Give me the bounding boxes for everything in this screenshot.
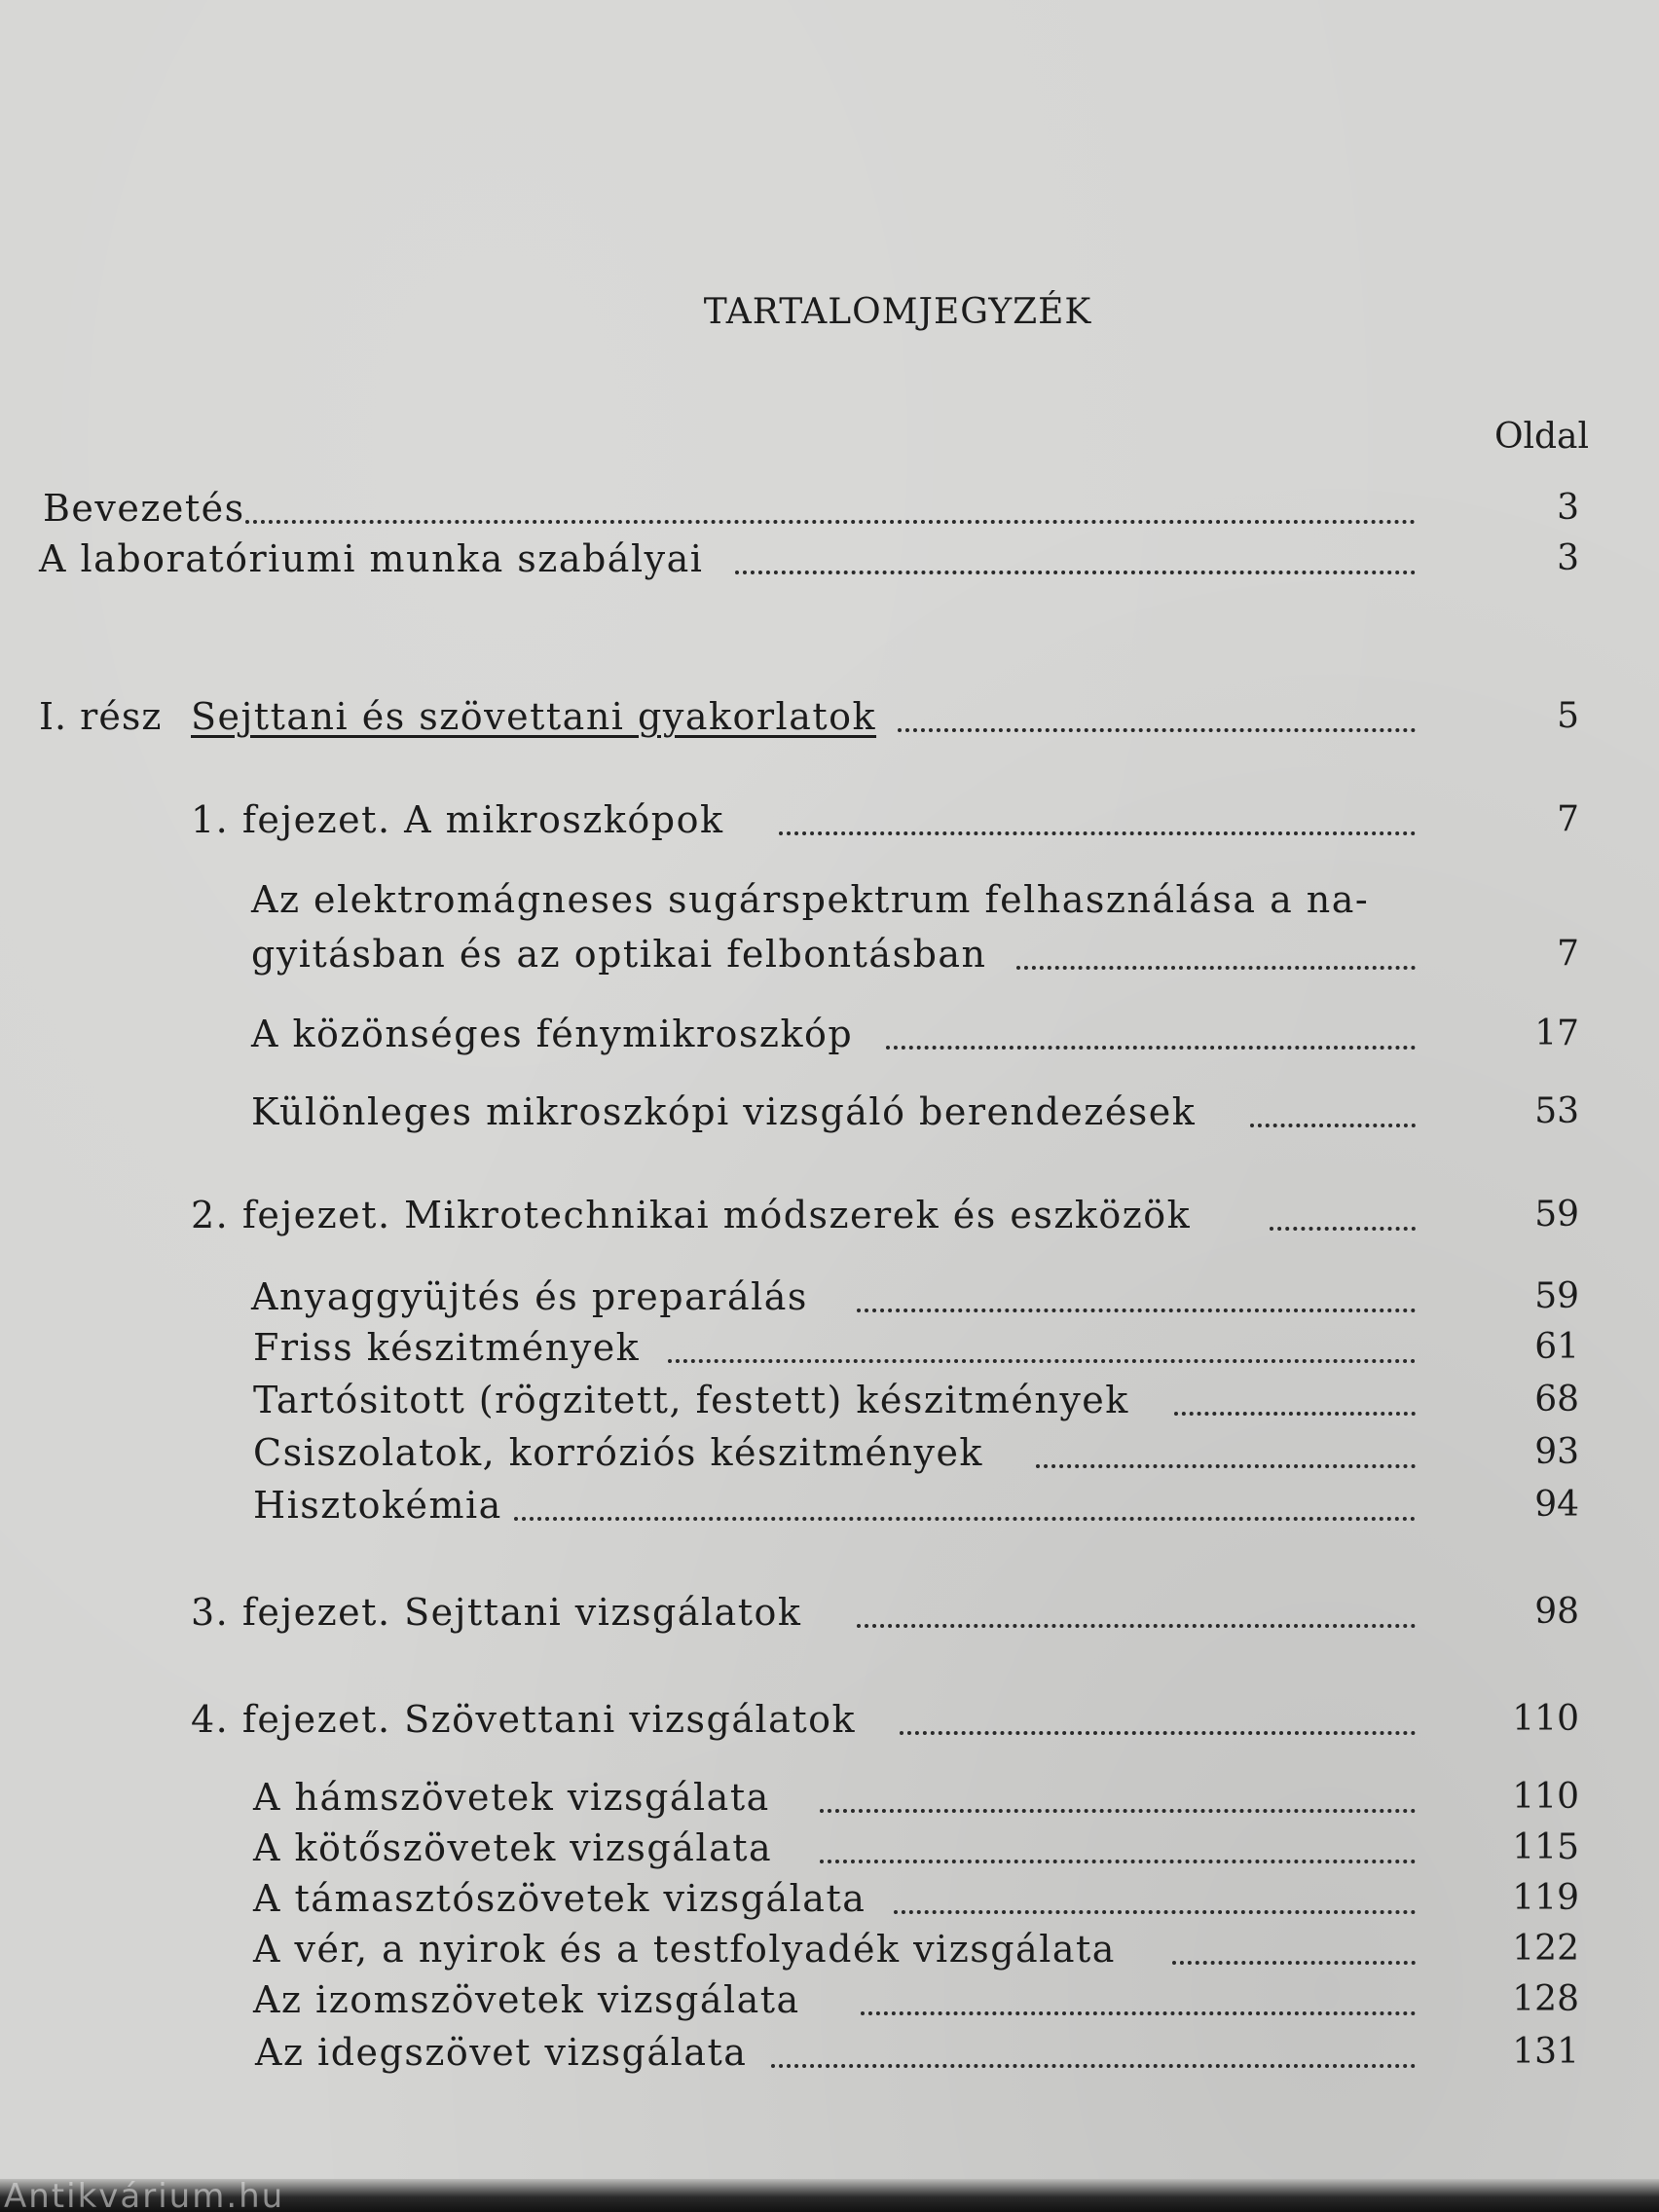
toc-page-number: 61 [1534, 1327, 1579, 1367]
toc-entry[interactable] [0, 1978, 1659, 2021]
watermark: Antikvárium.hu [4, 2177, 285, 2212]
toc-entry-label: A laboratóriumi munka szabályai [39, 537, 704, 580]
toc-page-number: 122 [1512, 1929, 1579, 1969]
toc-entry[interactable] [0, 487, 1659, 530]
dot-leader [735, 528, 1416, 574]
dot-leader [779, 789, 1416, 835]
toc-entry-label: Csiszolatok, korróziós készitmények [253, 1431, 983, 1474]
toc-entry[interactable] [0, 1326, 1659, 1369]
toc-chapter-entry[interactable] [0, 1591, 1659, 1634]
dot-leader [1016, 923, 1416, 970]
toc-entry-label: Az idegszövet vizsgálata [255, 2031, 748, 2074]
toc-entry-label: Különleges mikroszkópi vizsgáló berendezések [251, 1090, 1197, 1133]
dot-leader [1172, 1918, 1416, 1965]
toc-page-number: 110 [1512, 1699, 1579, 1739]
toc-entry[interactable] [0, 2031, 1659, 2074]
toc-entry[interactable] [0, 1776, 1659, 1819]
toc-entry[interactable] [0, 1090, 1659, 1133]
toc-entry-label: A közönséges fénymikroszkóp [251, 1013, 854, 1055]
toc-entry-label: Friss készitmények [253, 1326, 641, 1369]
toc-page-number: 59 [1534, 1276, 1579, 1316]
toc-chapter-entry[interactable] [0, 1698, 1659, 1741]
page-column-header: Oldal [1493, 417, 1589, 457]
toc-page-number: 7 [1557, 799, 1579, 839]
toc-page-number: 115 [1512, 1827, 1579, 1867]
toc-entry-multiline[interactable] [251, 874, 1369, 925]
toc-chapter-entry[interactable] [0, 1194, 1659, 1236]
toc-page-number: 59 [1534, 1195, 1579, 1235]
toc-entry-label: A hámszövetek vizsgálata [253, 1776, 770, 1819]
toc-page-number: 7 [1557, 934, 1579, 974]
toc-page-number: 131 [1512, 2032, 1579, 2072]
toc-page-number: 3 [1557, 538, 1579, 578]
toc-entry[interactable] [0, 1431, 1659, 1474]
dot-leader [857, 1266, 1416, 1312]
dot-leader [668, 1316, 1416, 1363]
toc-entry[interactable] [0, 1826, 1659, 1869]
dot-leader [894, 1867, 1416, 1914]
dot-leader [771, 2021, 1416, 2068]
toc-entry[interactable] [0, 1379, 1659, 1421]
toc-entry-label: Anyaggyüjtés és preparálás [251, 1275, 808, 1318]
toc-page-number: 94 [1534, 1485, 1579, 1525]
toc-entry-label: Tartósitott (rögzitett, festett) készitmények [253, 1379, 1129, 1421]
toc-entry[interactable] [0, 1928, 1659, 1971]
toc-page-number: 98 [1534, 1592, 1579, 1632]
toc-entry[interactable] [0, 1484, 1659, 1527]
toc-page-number: 17 [1534, 1014, 1579, 1053]
dot-leader [898, 685, 1416, 732]
dot-leader [886, 1003, 1416, 1050]
toc-entry[interactable] [0, 537, 1659, 580]
toc-entry-label: A támasztószövetek vizsgálata [253, 1877, 866, 1920]
part-title: Sejttani és szövettani gyakorlatok [191, 695, 877, 738]
toc-entry-label: gyitásban és az optikai felbontásban [251, 933, 987, 976]
toc-entry[interactable] [0, 1877, 1659, 1920]
toc-entry[interactable] [0, 1013, 1659, 1055]
toc-entry-label: A vér, a nyirok és a testfolyadék vizsgálata [253, 1928, 1116, 1971]
toc-entry-label: A kötőszövetek vizsgálata [253, 1826, 773, 1869]
dot-leader [1270, 1184, 1416, 1231]
chapter-title: 2. fejezet. Mikrotechnikai módszerek és eszközök [191, 1194, 1192, 1236]
toc-entry-label: Hisztokémia [253, 1484, 502, 1527]
toc-entry-label: Az izomszövetek vizsgálata [253, 1978, 800, 2021]
dot-leader [820, 1817, 1416, 1863]
toc-page-number: 53 [1534, 1091, 1579, 1131]
chapter-title: 3. fejezet. Sejttani vizsgálatok [191, 1591, 802, 1634]
chapter-title: 1. fejezet. A mikroszkópok [191, 798, 724, 841]
page-title: TARTALOMJEGYZÉK [703, 292, 1092, 332]
toc-entry-label: Bevezetés [43, 487, 245, 530]
dot-leader [857, 1581, 1416, 1628]
part-label: I. rész [39, 695, 163, 738]
dot-leader [900, 1688, 1416, 1735]
toc-entry-line: Az elektromágneses sugárspektrum felhasználása a na- [251, 878, 1370, 921]
toc-page-number: 128 [1512, 1979, 1579, 2019]
toc-entry[interactable] [0, 1275, 1659, 1318]
chapter-title: 4. fejezet. Szövettani vizsgálatok [191, 1698, 856, 1741]
dot-leader [1174, 1369, 1416, 1416]
toc-page-number: 68 [1534, 1380, 1579, 1419]
toc-entry[interactable] [0, 933, 1659, 976]
toc-page-number: 110 [1512, 1777, 1579, 1817]
toc-page-number: 119 [1512, 1878, 1579, 1918]
toc-page-number: 93 [1534, 1432, 1579, 1472]
dot-leader [514, 1474, 1416, 1521]
dot-leader [861, 1969, 1416, 2015]
dot-leader [1036, 1421, 1416, 1468]
toc-chapter-entry[interactable] [0, 798, 1659, 841]
toc-page-number: 3 [1557, 488, 1579, 528]
dot-leader [1250, 1081, 1416, 1127]
dot-leader [245, 477, 1416, 524]
dot-leader [820, 1766, 1416, 1813]
toc-page-number: 5 [1557, 696, 1579, 736]
toc-part-entry[interactable] [0, 695, 1659, 738]
